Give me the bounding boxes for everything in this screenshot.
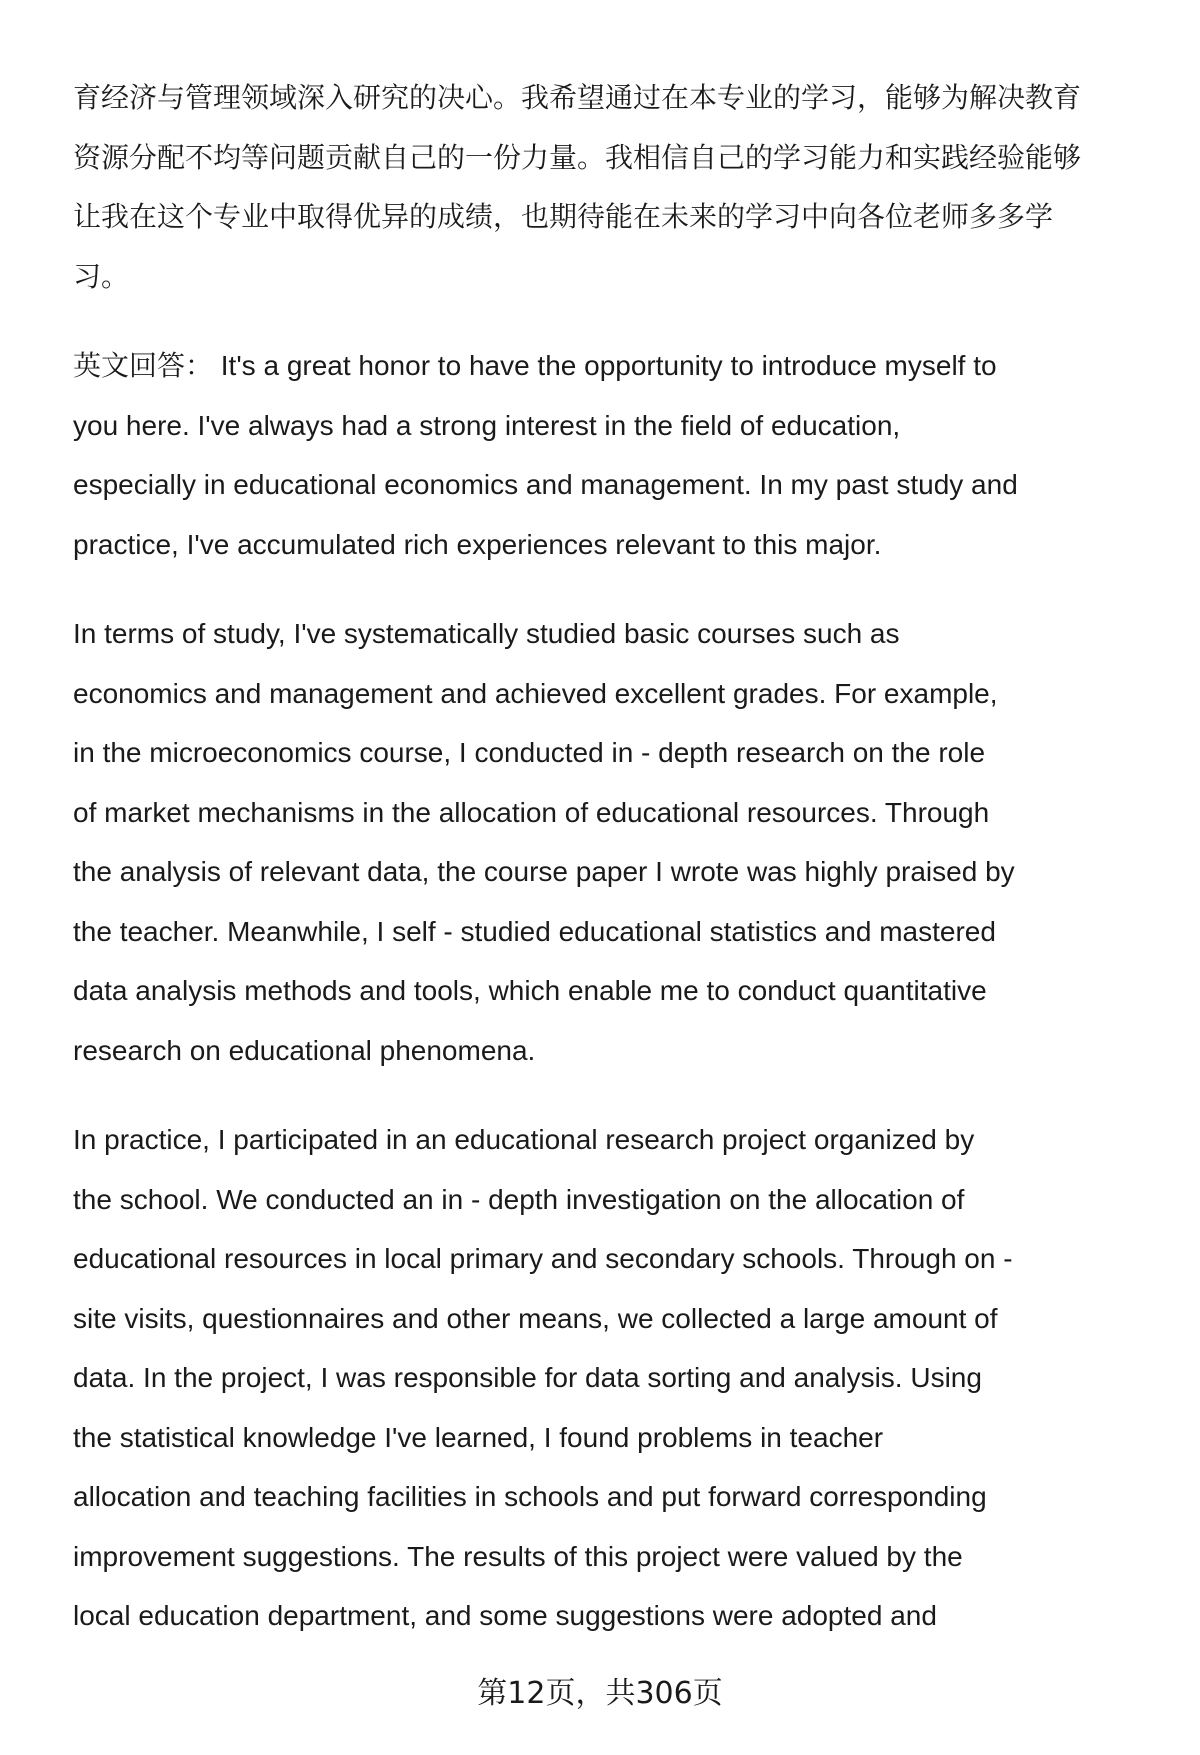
text-line: In practice, I participated in an educational research project organized by xyxy=(73,1124,975,1155)
text-line: In terms of study, I've systematically studied basic courses such as xyxy=(73,618,900,649)
text-line: local education department, and some suggestions were adopted and xyxy=(73,1600,937,1631)
text-line: allocation and teaching facilities in schools and put forward corresponding xyxy=(73,1481,987,1512)
text-line: the teacher. Meanwhile, I self - studied educational statistics and mastered xyxy=(73,915,996,947)
paragraph xyxy=(73,68,1163,306)
text-line: improvement suggestions. The results of this project were valued by the xyxy=(73,1540,963,1572)
text-line: educational resources in local primary and secondary schools. Through on - xyxy=(73,1243,1013,1274)
page-number: 第12页，共306页 xyxy=(477,1676,723,1711)
text-line: especially in educational economics and management. In my past study and xyxy=(73,469,1018,500)
text-line: data. In the project, I was responsible for data sorting and analysis. Using xyxy=(73,1362,982,1393)
text-line: the school. We conducted an in - depth investigation on the allocation of xyxy=(73,1183,965,1215)
text-line: research on educational phenomena. xyxy=(73,1034,536,1066)
text-line: practice, I've accumulated rich experiences relevant to this major. xyxy=(73,528,882,560)
text-line: 英文回答： It's a great honor to have the opportunity to introduce myself to xyxy=(73,350,997,381)
text-line: 习。 xyxy=(73,259,130,293)
text-line: of market mechanisms in the allocation of educational resources. Through xyxy=(73,796,990,828)
text-line: 让我在这个专业中取得优异的成绩，也期待能在未来的学习中向各位老师多多学 xyxy=(73,200,1054,233)
paragraph xyxy=(73,604,1163,1080)
text-line: 育经济与管理领域深入研究的决心。我希望通过在本专业的学习，能够为解决教育 xyxy=(73,81,1082,114)
text-line: economics and management and achieved excellent grades. For example, xyxy=(73,677,998,709)
text-line: the statistical knowledge I've learned, I found problems in teacher xyxy=(73,1421,884,1453)
text-line: site visits, questionnaires and other means, we collected a large amount of xyxy=(73,1302,998,1334)
document-body xyxy=(73,68,1163,1676)
paragraph xyxy=(73,336,1163,574)
text-line: in the microeconomics course, I conducted in - depth research on the role xyxy=(73,737,986,768)
text-line: the analysis of relevant data, the course paper I wrote was highly praised by xyxy=(73,856,1015,887)
text-line: 资源分配不均等问题贡献自己的一份力量。我相信自己的学习能力和实践经验能够 xyxy=(73,140,1082,174)
text-line: data analysis methods and tools, which enable me to conduct quantitative xyxy=(73,975,987,1006)
text-line: you here. I've always had a strong interest in the field of education, xyxy=(73,409,901,441)
paragraph xyxy=(73,1110,1163,1646)
